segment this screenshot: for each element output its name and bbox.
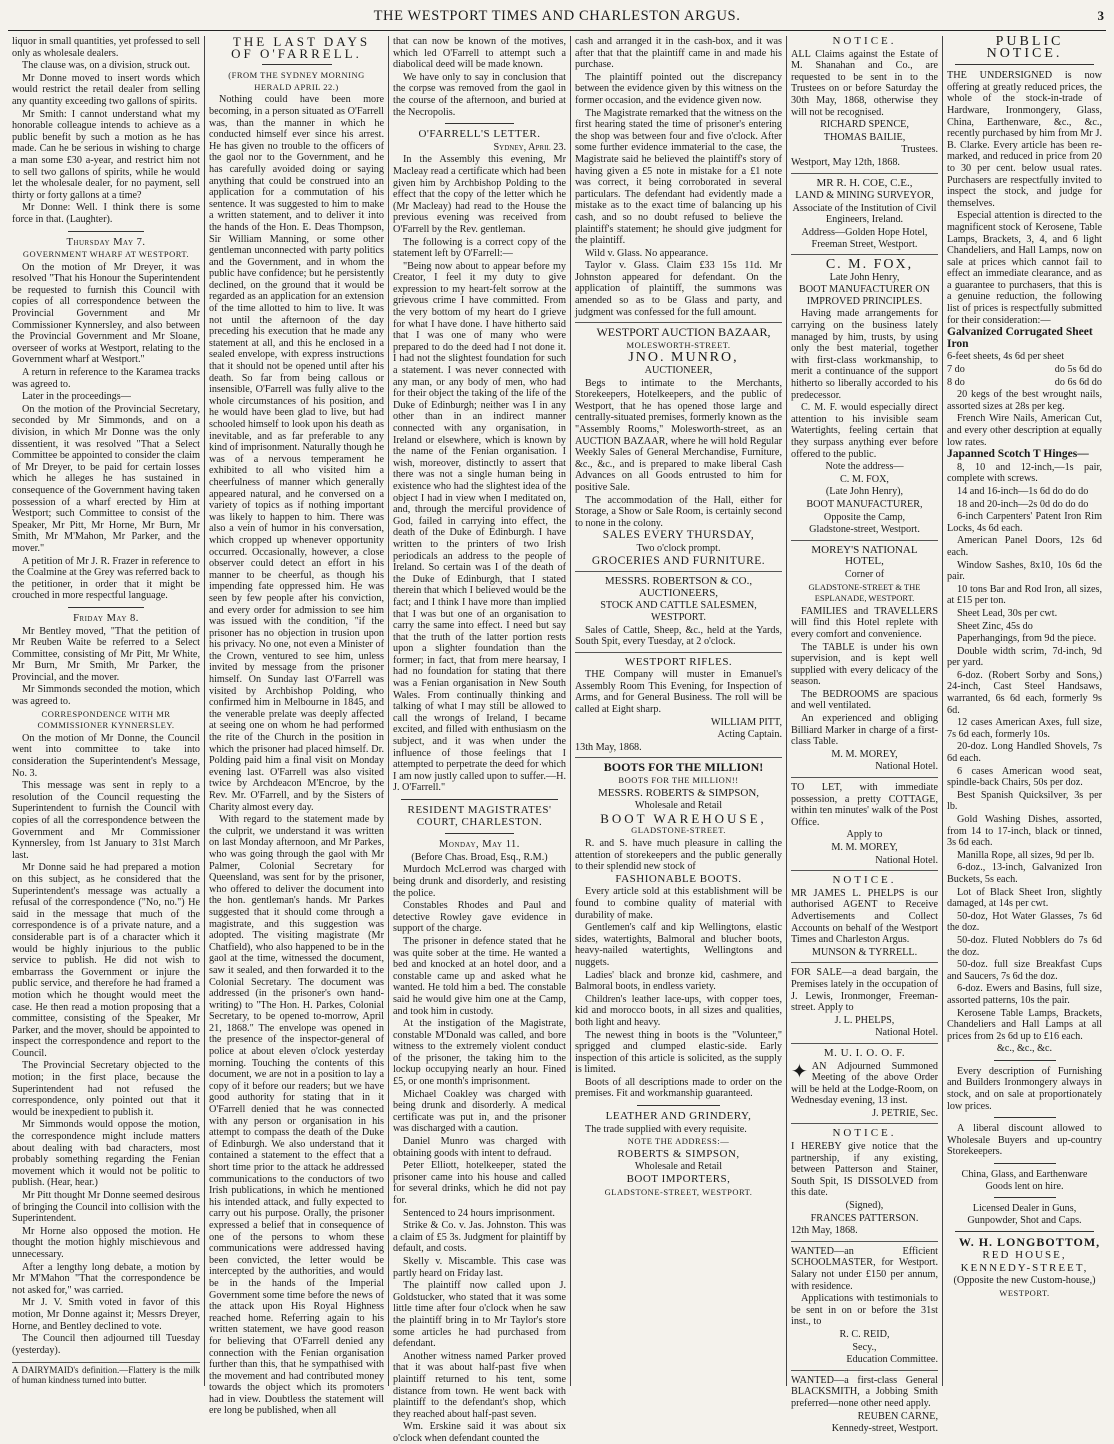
- notice-signature: MUNSON & TYRRELL.: [811, 946, 918, 958]
- court-title: RESIDENT MAGISTRATES' COURT, CHARLESTON.: [407, 804, 552, 828]
- ad-boot-warehouse: BOOT WAREHOUSE,: [600, 810, 767, 826]
- price-item: Sheet Lead, 30s per cwt.: [957, 607, 1058, 619]
- divider: [994, 1197, 1056, 1198]
- ad-fox-name: C. M. FOX,: [825, 257, 914, 273]
- ad-text: Sales of Cattle, Sheep, &c., held at the Yards, South Spit, every Tuesday, at 2 o'clock.: [575, 624, 782, 648]
- ad-signature: National Hotel.: [875, 854, 938, 866]
- notice-heading: NOTICE.: [832, 1127, 897, 1140]
- ad-text: An experienced and obliging Billiard Marker in charge of a first-class Table.: [791, 713, 938, 748]
- ad-text: Two o'clock prompt.: [636, 542, 721, 554]
- court-case: Michael Coakley was charged with being drunk and disorderly. A medical certificate was put in, and the prisoner was discharged with a caution.: [393, 1088, 566, 1135]
- lodge-notice-text: AN Adjourned Summoned Meeting of the above Order will be held at the Lodge-Room, on Wednesday evening, 13 inst.: [791, 1060, 938, 1107]
- ad-robertson-subtitle: STOCK AND CATTLE SALESMEN, WESTPORT.: [600, 600, 757, 623]
- divider: [445, 833, 514, 834]
- price-item: Lot of Black Sheet Iron, slightly damaged, at 14s per cwt.: [947, 886, 1102, 910]
- court-case: Skelly v. Miscamble. This case was partly heard on Friday last.: [393, 1255, 566, 1279]
- notice-date: 12th May, 1868.: [791, 1225, 858, 1237]
- column-letter-and-court: [388, 36, 570, 1444]
- ad-text: Every description of Furnishing and Builders Ironmongery always in stock, and on sale at proportionately low prices.: [947, 1065, 1102, 1112]
- ad-roberts-simpson-name: ROBERTS & SIMPSON,: [617, 1147, 740, 1160]
- divider: [994, 1060, 1056, 1061]
- divider: [791, 1370, 938, 1371]
- ad-text: Gentlemen's calf and kip Wellingtons, elastic sides, watertights, Balmoral and blucher boots, heavy-nailed watertights, Wellingtons and nuggets.: [575, 922, 782, 968]
- divider: [791, 540, 938, 541]
- ad-signature: RED HOUSE,: [982, 1249, 1067, 1261]
- ad-heading: BOOT MANUFACTURER,: [806, 498, 923, 510]
- price-item-value: do 5s 6d do: [1054, 364, 1102, 376]
- divider: [262, 64, 332, 65]
- paragraph: The following is a correct copy of the statement left by O'Farrell:—: [393, 236, 566, 260]
- paragraph: We have only to say in conclusion that the corpse was removed from the gaol in the course of the afternoon, and buried at the Necropolis.: [393, 71, 566, 118]
- ad-heading: LEATHER AND GRINDERY,: [605, 1110, 752, 1123]
- paragraph: Mr J. V. Smith voted in favor of this motion, Mr Donne against it; Messrs Dreyer, Horne, and Bentley declined to vote.: [12, 1297, 200, 1332]
- court-case: The plaintiff now called upon J. Goldstucker, who stated that it was some little time after four o'clock when he saw the plaintiff bring in to Mr Taylor's store some articles he had purchased from defendant.: [393, 1280, 566, 1350]
- paragraph: With regard to the statement made by the culprit, we understand it was written on last Monday afternoon, and Mr Parkes, who was going through the gaol with Mr Palmer, Colonial Secretary for Queensland, was sent for by the prisoner, who offered to deliver the document into the hon. gentleman's hands. Mr Parkes suggested that it should come through a magistrate, and this suggestion was adopted. The visiting magistrate (Mr Chatfield), who also happened to be in the gaol at the time, witnessed the document, saw it sealed, and then forwarded it to the Colonial Secretary. The document was addressed (in the prisoner's own hand-writing) to "The Hon. H. Parkes, Colonial Secretary, to be opened to-morrow, April 21, 1868." The envelope was opened in the presence of the inspector-general of police at about eleven o'clock yesterday morning. Touching the contents of this document, we are not in a position to lay a copy of it before our readers; but we have good authority for stating that in it O'Farrell denied that he was connected with any person or organisation in his attempt to compass the death of the Duke of Edinburgh. We also understand that it contained a statement to the effect that a short time prior to the attack he addressed communications to the conductors of two Irish publications, in which he mentioned his intended attack, and fully expected to carry out his purpose. Orally, the prisoner expressed a belief that in consequence of one of the persons to whom these communications were addressed having been convicted, the letter would be intercepted by the authorities, and would be in the hands of the Imperial Government some time before the news of the attack upon His Royal Highness reached home. Referring again to his written statement, we have good reason for believing that O'Farrell denied any connection with the Fenian organisation further than this, that he sympathised with the movement and had contributed money towards the object which its promoters had in view. Doubtless the statement will ere long be published, when all: [209, 814, 384, 1417]
- ad-text: WANTED—a first-class General BLACKSMITH, a Jobbing Smith preferred—none other need apply.: [791, 1374, 938, 1409]
- divider: [791, 962, 938, 963]
- divider: [575, 322, 782, 323]
- paragraph: Later in the proceedings—: [22, 391, 131, 403]
- paragraph: In the Assembly this evening, Mr Macleay read a certificate which had been given him by Archbishop Polding to the effect that the copy of the letter which he (Mr Macleay) had read to the House the previous evening was received from O'Farrell by the Rev. gentleman.: [393, 154, 566, 235]
- court-case: At the instigation of the Magistrate, constable M'Donald was called, and bore witness to the extremely violent conduct of the prisoner, the taking him to the lockup occupying nearly an hour. Fined £5, or one month's imprisonment.: [393, 1018, 566, 1088]
- price-item: 8, 10 and 12-inch,—1s pair, complete with screws.: [947, 461, 1102, 485]
- ad-auction-title: WESTPORT AUCTION BAZAAR,: [596, 325, 771, 340]
- ad-text: Apply to: [846, 829, 883, 841]
- footnote: A DAIRYMAID's definition.—Flattery is the milk of human kindness turned into butter.: [12, 1362, 200, 1385]
- newspaper-title: THE WESTPORT TIMES AND CHARLESTON ARGUS.: [373, 8, 741, 24]
- paragraph: The Council then adjourned till Tuesday (yesterday).: [12, 1333, 200, 1356]
- divider: [445, 123, 514, 124]
- paragraph: Wild v. Glass. No appearance.: [585, 247, 709, 259]
- ad-boots-subtitle: BOOTS FOR THE MILLION!!: [618, 775, 739, 786]
- paragraph: A return in reference to the Karamea tracks was agreed to.: [12, 367, 200, 390]
- ad-robertson-title: MESSRS. ROBERTSON & CO., AUCTIONEERS,: [604, 575, 753, 599]
- ad-heading: FASHIONABLE BOOTS.: [615, 872, 742, 885]
- ad-text: FOR SALE—a dead bargain, the Premises lately in the occupation of J. Lewis, Ironmonger, Freeman-street. Apply to: [791, 967, 938, 1014]
- divider: [791, 777, 938, 778]
- price-item: 10 tons Bar and Rod Iron, all sizes, at £15 per ton.: [947, 583, 1102, 607]
- ad-text: French Wire Nails, American Cut, and every other description at equally low rates.: [947, 413, 1102, 448]
- paragraph: "Being now about to appear before my Creator, I feel it my duty to give expression to my heart-felt sorrow at the grievous crime I have committed. From the very bottom of my heart do I grieve for what I have done. I have hitherto said that I was one of many who were prepared to do the deed had I not done it. I had not the slightest foundation for such a statement. I was never connected with any man, or any body of men, who had for their object the taking of the life of the Duke of Edinburgh; neither was I in any other than in an indirect manner connected with any organisation, in Ireland or elsewhere, which is known by the name of the Fenian organisation. I wish, moreover, distinctly to assert that there was not a single human being in existence who had the slightest idea of the object I had in view when I meditated on, and, through the merciful providence of God, failed in carrying into effect, the death of the Duke of Edinburgh. I have written to the printers of two Irish periodicals an address to the people of Ireland. So certain was I of the death of the Duke of Edinburgh, that I stated therein that which I believed would be the fact; and I think I have more than implied that I was but one of an organisation to carry the same into effect. I need but say that the truth of the latter portion rests upon a slighter foundation than the former; in fact, that from mere hearsay, I had no foundation for stating that there was a Fenian organisation in New South Wales. From continually thinking and talking of what I may still be allowed to call the wrongs of Ireland, I became excited, and filled with enthusiasm on the subject, and it was when under the influence of those feelings that I attempted to perpetrate the deed for which I am now justly called upon to suffer.—H. J. O'Farrell.": [393, 260, 566, 794]
- ad-text: The TABLE is under his own supervision, and is kept well supplied with every delicacy of the season.: [791, 641, 938, 688]
- ad-auction-subtitle: MOLESWORTH-STREET.: [626, 339, 731, 350]
- ad-text: The accommodation of the Hall, either for Storage, a Show or Sale Room, is certainly second to none in the colony.: [575, 494, 782, 529]
- ad-text: C. M. F. would especially direct attention to his invisible seam Watertights, feeling certain that they surpass anything ever before offered to the public.: [791, 402, 938, 460]
- court-date: Monday, May 11.: [439, 839, 520, 851]
- paragraph: Mr Horne also opposed the motion. He thought the motion highly mischievous and unnecessary.: [12, 1225, 200, 1260]
- price-item: 6-inch Carpenters' Patent Iron Rim Locks, 4s 6d each.: [947, 511, 1102, 534]
- ad-signature: WILLIAM PITT,: [710, 716, 782, 728]
- price-item: [947, 364, 1102, 376]
- ad-text: FAMILIES and TRAVELLERS will find this Hotel replete with every comfort and convenience.: [791, 605, 938, 640]
- section-date: Thursday May 7.: [66, 236, 146, 248]
- price-item: Gold Washing Dishes, assorted, from 14 to 17-inch, black or tinned, 3s 6d each.: [947, 814, 1102, 849]
- ad-text: 20 kegs of the best wrought nails, assorted sizes at 28s per keg.: [947, 389, 1102, 412]
- ad-boots-title: BOOTS FOR THE MILLION!: [603, 760, 764, 775]
- ad-morey-title: MOREY'S NATIONAL HOTEL,: [811, 543, 918, 568]
- article-title: THE LAST DAYS OF O'FARRELL.: [231, 34, 371, 61]
- notice-signature: (Signed),: [845, 1200, 884, 1212]
- ad-auctioneer-name: JNO. MUNRO,: [628, 350, 739, 366]
- price-item: 14 and 16-inch—1s 6d do do do: [957, 485, 1089, 497]
- ad-signature: KENNEDY-STREET,: [960, 1261, 1089, 1274]
- ad-text: THE Company will muster in Emanuel's Assembly Room This Evening, for Inspection of Arms, and for General Business. The roll will be called at Eight sharp.: [575, 669, 782, 716]
- price-item: 6-doz. Ewers and Basins, full size, assorted patterns, 10s the pair.: [947, 983, 1102, 1006]
- ad-text: Ladies' black and bronze kid, cashmere, and Balmoral boots, in endless variety.: [575, 969, 782, 993]
- paragraph: The Provincial Secretary objected to the motion; in the first place, because the Superintendent had not refused the correspondence, only pointed out that it would be inexpedient to publish it.: [12, 1060, 200, 1118]
- ad-text: WANTED—an Efficient SCHOOLMASTER, for Westport. Salary not under £150 per annum, with residence.: [791, 1245, 938, 1292]
- section-date: Friday May 8.: [73, 612, 139, 624]
- divider: [791, 254, 938, 255]
- ad-text: Especial attention is directed to the magnificent stock of Kerosene, Table Lamps, Brackets, 3, 4, and 6 light Chandeliers, and Hall Lamps, now on sale at prices which cannot fail to effect an immediate clearance, and as a guarantee to purchasers, that this is a genuine reduction, the following list of prices is respectfully submitted for their consideration:—: [947, 210, 1102, 326]
- notice-heading: NOTICE.: [832, 35, 897, 47]
- paragraph: cash and arranged it in the cash-box, and it was after that that the plaintiff came in and made his purchase.: [575, 36, 782, 71]
- ad-signature: Kennedy-street, Westport.: [831, 1423, 938, 1435]
- price-item: [947, 377, 1102, 389]
- ad-heading: SALES EVERY THURSDAY,: [602, 529, 755, 542]
- notice-signature: Trustees.: [901, 144, 938, 156]
- paragraph: Mr Simmonds would oppose the motion, the correspondence might include matters about dealing with bad characters, most probably something regarding the Fenian movement which it would not be politic to publish. (Hear, hear.): [12, 1119, 200, 1189]
- ad-signature: M. M. MOREY,: [831, 842, 898, 853]
- ad-subheading: Galvanized Corrugated Sheet Iron: [947, 326, 1093, 350]
- paragraph: that can now be known of the motives, which led O'Farrell to attempt such a diabolical deed will be made known.: [393, 36, 566, 71]
- divider: [955, 64, 1094, 65]
- ad-heading: GROCERIES AND FURNITURE.: [591, 554, 766, 567]
- ad-street: GLADSTONE-STREET & THE ESPLANADE, WESTPORT.: [808, 581, 921, 604]
- ad-signature: REUBEN CARNE,: [857, 1410, 938, 1422]
- court-case: Another witness named Parker proved that it was about half-past five when plaintiff returned to his tent, some distance from town. He went back with plaintiff to the defendant's shop, which they reached about half-past seven.: [393, 1350, 566, 1420]
- paragraph: liquor in small quantities, yet professed to sell only as wholesale dealers.: [12, 36, 200, 59]
- ad-signature: National Hotel.: [875, 1027, 938, 1039]
- price-item: Kerosene Table Lamps, Brackets, Chandeliers and Hall Lamps at all prices from 2s 6d up to £16 each.: [947, 1007, 1102, 1042]
- price-item: 50-doz, Hot Water Glasses, 7s 6d the doz.: [947, 910, 1102, 934]
- paragraph: A petition of Mr J. R. Frazer in reference to the Coalmine at the Grey was referred back to the petitioner, in order that it might be crouched in more respectful language.: [12, 555, 200, 602]
- price-item: Best Spanish Quicksilver, 3s per lb.: [947, 789, 1102, 813]
- ad-heading: BOOT IMPORTERS,: [626, 1173, 731, 1186]
- court-case: Peter Elliott, hotelkeeper, stated the prisoner came into his house and called for several drinks, which he did not pay for.: [393, 1160, 566, 1206]
- price-item: 6-doz. (Robert Sorby and Sons,) 24-inch, Cast Steel Handsaws, warranted, 6s 6d each, formerly 9s 6d.: [947, 669, 1102, 716]
- ad-text: Wholesale and Retail: [634, 800, 723, 812]
- price-item: Sheet Zinc, 45s do: [957, 620, 1033, 632]
- ad-text: China, Glass, and Earthenware Goods lent on hire.: [961, 1169, 1088, 1192]
- ad-street: GLADSTONE-STREET.: [631, 825, 726, 836]
- price-item: 6 cases American wood seat, spindle-back Chairs, 50s per doz.: [947, 765, 1102, 789]
- page-number: 3: [1097, 8, 1104, 23]
- notice-text: MR JAMES L. PHELPS is our authorised AGENT to Receive Advertisements and Collect Accounts on behalf of the Westport Times and Charleston Argus.: [791, 887, 938, 946]
- divider: [791, 1241, 938, 1242]
- court-case: Strike & Co. v. Jas. Johnston. This was a claim of £5 3s. Judgment for plaintiff by default, and costs.: [393, 1220, 566, 1255]
- ad-subheading: Japanned Scotch T Hinges—: [947, 448, 1089, 461]
- ad-text: Begs to intimate to the Merchants, Storekeepers, Hotelkeepers, and the public of Westport, that he has opened those large and centrally-situated premises, formerly known as the "Assembly Rooms," Molesworth-street, as an AUCTION BAZAAR, where he will hold Regular Weekly Sales of General Merchandise, Furniture, &c., &c., and is prepared to make liberal Cash Advances on all Goods entrusted to him for positive Sale.: [575, 377, 782, 493]
- ad-coe-title: LAND & MINING SURVEYOR,: [795, 190, 934, 202]
- divider: [401, 799, 558, 800]
- section-heading: GOVERNMENT WHARF AT WESTPORT.: [22, 249, 190, 260]
- divider: [575, 652, 782, 653]
- ad-signature: National Hotel.: [875, 761, 938, 773]
- ad-text: Wholesale and Retail: [634, 1161, 723, 1173]
- divider: [791, 173, 938, 174]
- ad-text: Having made arrangements for carrying on the business lately managed by him, trusts, by using only the best material, together with first-class workmanship, to merit a continuance of the support hitherto so liberally accorded to his predecessor.: [791, 308, 938, 401]
- ad-text: Every article sold at this establishment will be found to combine quality of material with durability of make.: [575, 886, 782, 921]
- price-item: Manilla Rope, all sizes, 9d per lb.: [957, 849, 1095, 861]
- price-item: Paperhangings, from 9d the piece.: [957, 633, 1097, 645]
- ad-text: Gladstone-street, Westport.: [809, 524, 920, 536]
- price-item: 50-doz. full size Breakfast Cups and Saucers, 7s 6d the doz.: [947, 959, 1102, 982]
- lodge-emblem-icon: ✦: [791, 1060, 808, 1083]
- ad-signature: Secy.,: [852, 1341, 877, 1353]
- ad-signature: J. L. PHELPS,: [834, 1014, 895, 1026]
- price-list: [947, 351, 1102, 388]
- ad-text: Opposite the Camp,: [823, 511, 906, 523]
- divider: [955, 1231, 1094, 1232]
- price-item: 6-doz., 13-inch, Galvanized Iron Buckets, 5s each.: [947, 862, 1102, 885]
- ad-text: TO LET, with immediate possession, a pretty COTTAGE, within ten minutes' walk of the Post Office.: [791, 782, 938, 828]
- price-item-value: do 6s 6d do: [1054, 376, 1102, 388]
- paragraph: On the motion of Mr Dreyer, it was resolved "That his Honour the Superintendent be requested to furnish this Council with copies of all correspondence between the Provincial Government and Mr Commissioner Kynnersley, and also between the Provincial Government and Mr Sloane, overseer of works at Westport, relating to the Government wharf at Westport.": [12, 261, 200, 366]
- paragraph: On the motion of Mr Donne, the Council went into committee to take into consideration the Superintendent's Message, No. 3.: [12, 732, 200, 779]
- price-item: 50-doz. Fluted Nobblers do 7s 6d the doz.: [947, 934, 1102, 958]
- paragraph: The plaintiff pointed out the discrepancy between the evidence given by this witness on the former occasion, and the evidence given now.: [575, 71, 782, 106]
- paragraph: Mr Smith: I cannot understand what my honorable colleague intends to achieve as a public benefit by such a motion as he has made. Can he be serious in wishing to charge a man some £30 a-year, and restrict him not to sell two gallons of spirits, while he would let the wholesale dealer, for no payment, sell thirty or forty gallons at a time?: [12, 108, 200, 201]
- price-item: American Panel Doors, 12s 6d each.: [947, 535, 1102, 558]
- divider: [637, 1105, 720, 1106]
- paragraph: Mr Bentley moved, "That the petition of Mr Reuben Waite be referred to a Select Committee, consisting of Mr Pitt, Mr White, Mr Burn, Mr Smith, Mr Parker, the Provincial, and the mover.: [12, 625, 200, 683]
- divider: [994, 1163, 1056, 1164]
- paragraph: Taylor v. Glass. Claim £33 15s 11d. Mr Johnston appeared for defendant. On the application of plaintiff, the summons was amended so as to be Glass and party, and judgment was confessed for the full amount.: [575, 260, 782, 318]
- ad-text: Applications with testimonials to be sent in on or before the 31st inst., to: [791, 1293, 938, 1328]
- ad-rifles-title: WESTPORT RIFLES.: [624, 655, 733, 668]
- column-court-and-ads: [570, 36, 786, 1386]
- paragraph: After a lengthy long debate, a motion by Mr M'Mahon "That the correspondence be not asked for," was carried.: [12, 1261, 200, 1296]
- ad-text: R. and S. have much pleasure in calling the attention of storekeepers and the public generally to their splendid new stock of: [575, 838, 782, 873]
- masthead: [8, 6, 1106, 31]
- ad-text: Associate of the Institution of Civil Engineers, Ireland.: [792, 202, 937, 226]
- divider: [575, 757, 782, 758]
- ad-signature: WESTPORT.: [999, 1287, 1050, 1298]
- divider: [994, 1117, 1056, 1118]
- ad-text: Children's leather lace-ups, with copper toes, kid and morocco boots, in all sizes and qualities, both light and heavy.: [575, 993, 782, 1028]
- column-notices: [786, 35, 942, 1435]
- paragraph: The Magistrate remarked that the witness on the first hearing stated the time of prisoner's entering the shop was between four and five o'clock. After some further evidence immaterial to the case, the Magistrate said he believed the plaintiff's story of having given a £5 note in mistake for a £1 note was correct, it being corroborated in several particulars. The defendant had evidently made a mistake as to the exact time of balancing up his cash, and so no doubt refused to believe the plaintiff's statement; he should give judgment for the plaintiff.: [575, 107, 782, 247]
- ad-street: GLADSTONE-STREET, WESTPORT.: [604, 1186, 753, 1197]
- notice-signature: RICHARD SPENCE,: [820, 119, 909, 131]
- ad-text: Corner of: [844, 568, 885, 580]
- price-item: [947, 351, 1102, 363]
- notice-signature: FRANCES PATTERSON.: [810, 1212, 919, 1224]
- public-notice-title: PUBLIC NOTICE.: [986, 34, 1064, 61]
- ad-text: Boots of all descriptions made to order on the premises. Fit and workmanship guaranteed.: [575, 1076, 782, 1100]
- price-item: Window Sashes, 8x10, 10s 6d the pair.: [947, 559, 1102, 583]
- ad-signature-name: W. H. LONGBOTTOM,: [958, 1235, 1101, 1250]
- notice-text: ALL Claims against the Estate of M. Shanahan and Co., are requested to be sent in to the Trustees on or before Saturday the 30th May, 1868, otherwise they will not be recognised.: [791, 48, 938, 118]
- price-item: 12 cases American Axes, full size, 7s 6d each, formerly 10s.: [947, 717, 1102, 740]
- paragraph: Mr Pitt thought Mr Donne seemed desirous of bringing the Council into collision with the Superintendent.: [12, 1190, 200, 1225]
- ad-text: The trade supplied with every requisite.: [585, 1123, 747, 1135]
- ad-date: 13th May, 1868.: [575, 741, 642, 753]
- price-item-label: 7 do: [947, 364, 965, 376]
- paragraph: Mr Simmonds seconded the motion, which was agreed to.: [12, 684, 200, 708]
- paragraph: Mr Donne moved to insert words which would restrict the retail dealer from selling any quantity exceeding two gallons of spirits.: [12, 72, 200, 107]
- divider: [791, 870, 938, 871]
- price-item: 20-doz. Long Handled Shovels, 7s 6d each.: [947, 741, 1102, 765]
- ad-text: The BEDROOMS are spacious and well ventilated.: [791, 688, 938, 712]
- paragraph: Mr Donne said he had prepared a motion on this subject, as he considered that the Superintendent's message was actually a refusal of the correspondence ("No, no.") He said in the message that much of the correspondence is of a private nature, and a considerable part is of a character which it would be highly injurious to the public service to publish. He did not wish to embarrass the Government or injure the public service, and therefore he had framed a motion which he thought would meet the case. He then read a motion proposing that a committee, consisting of the Speaker, Mr Parker, and the mover, should be appointed to inspect the correspondence and report to the Council.: [12, 862, 200, 1059]
- notice-signature: THOMAS BAILIE,: [823, 131, 906, 143]
- column-council-proceedings: [8, 36, 204, 1386]
- divider: [791, 1043, 938, 1044]
- divider: [68, 231, 143, 232]
- price-item: Double width scrim, 7d-inch, 9d per yard.: [947, 645, 1102, 669]
- ad-signature: R. C. REID,: [839, 1328, 890, 1340]
- ad-text: THE UNDERSIGNED is now offering at greatly reduced prices, the whole of the stock-in-trade of Hardware, Ironmongery, Glass, China, Earthenware, &c., &c., recently purchased by him from Mr J. B. Clarke. Every article has been re-marked, and reduced in price from 20 to 30 per cent. below usual rates. Purchasers are respectfully invited to inspect the stock, and judge for themselves.: [947, 70, 1102, 209]
- ad-text: &c., &c., &c.: [996, 1043, 1053, 1055]
- paragraph: This message was sent in reply to a resolution of the Council requesting the Superintendent to furnish the Council with copies of all the correspondence between the Government and Mr Commissioner Kynnersley, from 1st January to 31st March last.: [12, 780, 200, 861]
- ad-text: NOTE THE ADDRESS:—: [627, 1136, 730, 1147]
- court-case: Murdoch McLerrod was charged with being drunk and disorderly, and resisting the police.: [393, 864, 566, 899]
- ad-text: Address—Golden Hope Hotel, Freeman Street, Westport.: [801, 226, 928, 250]
- ad-text: A liberal discount allowed to Wholesale Buyers and up-country Storekeepers.: [947, 1123, 1102, 1158]
- notice-text: I HEREBY give notice that the partnership, if any existing, between Patterson and Stainer, South Spit, IS DISSOLVED from this date.: [791, 1141, 938, 1199]
- ad-signature: M. M. MOREY,: [831, 748, 898, 760]
- newspaper-columns: [8, 34, 1106, 1444]
- ad-signature: Education Committee.: [846, 1354, 938, 1366]
- column-public-notice: [942, 36, 1106, 1386]
- lodge-notice: [791, 1061, 938, 1107]
- court-case: Wm. Erskine said it was about six o'clock when defendant counted the: [393, 1421, 566, 1444]
- section-heading: CORRESPONDENCE WITH MR COMMISSIONER KYNNERSLEY.: [37, 708, 175, 731]
- ad-auctioneer-title: AUCTIONEER,: [644, 365, 713, 377]
- ad-text: Note the address—: [825, 461, 904, 473]
- ad-coe-name: MR R. H. COE, C.E.,: [816, 176, 913, 189]
- notice-date: Westport, May 12th, 1868.: [791, 156, 900, 168]
- notice-signature: J. PETRIE, Sec.: [872, 1107, 938, 1119]
- ad-text: The newest thing in boots is the "Volunteer," sprigged and clumped elastic-side. Early inspection of this article is solicited, as the supply is limited.: [575, 1029, 782, 1076]
- ad-text: Licensed Dealer in Guns, Gunpowder, Shot and Caps.: [967, 1203, 1082, 1226]
- divider: [68, 607, 143, 608]
- ad-fox-name: C. M. FOX,: [840, 473, 889, 485]
- paragraph: The clause was, on a division, struck out.: [22, 60, 191, 72]
- article-title: O'FARRELL'S LETTER.: [418, 128, 541, 141]
- ad-signature: (Opposite the new Custom-house,): [953, 1275, 1096, 1287]
- court-case: The prisoner in defence stated that he was quite sober at the time. He wanted a bed and knocked at an hotel door, and a constable came up and asked what he wanted. He told him a bed. The constable said he would give him one at the Camp, and took him in custody.: [393, 935, 566, 1017]
- paragraph: Mr Donne: Well. I think there is some force in that. (Laughter).: [12, 202, 200, 225]
- ad-signature: Acting Captain.: [717, 729, 782, 741]
- price-item-label: 8 do: [947, 376, 965, 388]
- court-before: (Before Chas. Broad, Esq., R.M.): [411, 851, 548, 863]
- ad-text: Late John Henry,: [829, 271, 900, 283]
- paragraph: On the motion of the Provincial Secretary, seconded by Mr Simmonds, and on a division, in which Mr Donne was the only dissentient, it was resolved "That a Select Committee be appointed to consider the claim of Mr Dreyer, to be paid for certain losses which he alleges he has sustained in consequence of the Government having taken possession of a wharf erected by Him at Westport; such Committee to consist of the Speaker, Mr Pitt, Mr Horne, Mr Burn, Mr Smith, Mr M'Mahon, Mr Parker, and the mover.": [12, 403, 200, 554]
- divider: [575, 571, 782, 572]
- court-case: Constables Rhodes and Paul and detective Rowley gave evidence in support of the charge.: [393, 900, 566, 935]
- court-case: Sentenced to 24 hours imprisonment.: [403, 1207, 555, 1219]
- price-item-label: 6-feet sheets, 4s 6d per sheet: [947, 351, 1065, 363]
- divider: [791, 1123, 938, 1124]
- lodge-heading: M. U. I. O. O. F.: [823, 1046, 906, 1059]
- court-case: Daniel Munro was charged with obtaining goods with intent to defraud.: [393, 1136, 566, 1159]
- notice-heading: NOTICE.: [832, 874, 897, 887]
- ad-fox-title: BOOT MANUFACTURER ON IMPROVED PRINCIPLES.: [799, 284, 930, 307]
- price-item: 18 and 20-inch—2s 0d do do do: [957, 498, 1089, 510]
- ad-text: (Late John Henry),: [825, 486, 904, 498]
- article-source: (FROM THE SYDNEY MORNING HERALD APRIL 22.): [228, 70, 365, 92]
- ad-roberts-simpson-name: MESSRS. ROBERTS & SIMPSON,: [597, 786, 760, 799]
- paragraph: Nothing could have been more becoming, in a person situated as O'Farrell was, than the manner in which he conducted himself ever since his arrest. He has given no trouble to the officers of the gaol nor to the Government, and he has carefully avoided doing or saying anything that could be construed into an application for a commutation of his sentence. It was suggested to him to make a written statement, and to deliver it into the hands of the Hon. E. Deas Thompson, Sir William Manning, or some other gentleman unconnected with party politics and the Government, and in whom the public have confidence; but he persistently declined, on the ground that it would be regarded as an application for an extension of the time allotted to him to live. It was not until the afternoon of the day preceding his execution that he made any statement at all, and this he enclosed in a sealed envelope, with express instructions that it should not be opened until after his death. So far from being callous or insensible, O'Farrell was fully alive to the whole circumstances of his position, and he would have been glad to live, but had schooled himself to look upon his death as inevitable, and as far preferable to any kind of imprisonment. Naturally though he was of a nervous temperament he exhibited to all who visited him a cheerfulness of manner which generally appeared natural, and he conversed on a variety of topics as if nothing important was likely to happen to him. There was also a vein of humor in his conversation, which cropped up whenever opportunity occurred. Occasionally, however, a close observer could detect an effort in his manner to be cheerful, as though his impending fate oppressed him. He was seen by few people after his conviction, and every order for admission to see him was issued with the condition, "if the prisoner has no objection in trusion upon his privacy. No one, not even a Minister of the Crown, ventured to see him, unless invited by message from the prisoner himself. On Sunday last O'Farrell was visited by Archbishop Polding, who confirmed him in Melbourne in 1845, and the venerable prelate was deeply affected at seeing one on whom he had performed the rite of the Church in the position in which the prisoner had placed himself. Dr. Polding paid him a final visit on Monday evening last. O'Farrell was also visited twice by Archdeacon M'Encroe, by the Rev. Mr. O'Farrell, and by the Sisters of Charity almost every day.: [209, 94, 384, 813]
- column-ofarrell-article: [204, 34, 388, 1417]
- dateline: Sydney, April 23.: [493, 141, 566, 153]
